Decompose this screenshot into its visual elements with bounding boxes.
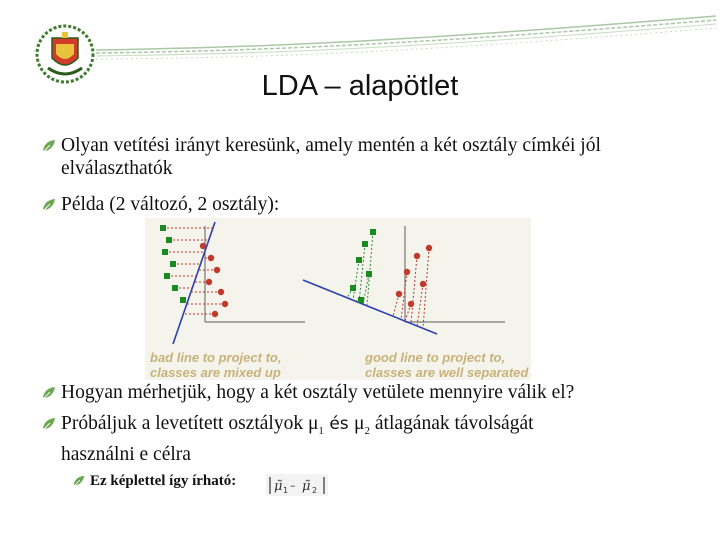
bullet-4-pre: Próbáljuk a levetített osztályok (61, 413, 308, 434)
bullet-2 (61, 193, 701, 216)
lda-projection-figure (145, 218, 531, 380)
class-1-point (172, 285, 178, 291)
class-2-point (218, 289, 224, 295)
class-1-point (162, 249, 168, 255)
leaf-bullet-icon (41, 416, 57, 432)
class-1-point (356, 257, 362, 263)
leaf-bullet-icon (41, 138, 57, 154)
es-conjunction: és (323, 414, 355, 434)
formula-distance (266, 474, 328, 496)
bullet-4-line-1 (61, 412, 711, 443)
formula-mu-2: μ̃ (302, 479, 311, 494)
class-2-point (200, 243, 206, 249)
class-1-point (170, 261, 176, 267)
class-1-point (180, 297, 186, 303)
left-caption-line-2: classes are mixed up (150, 365, 281, 380)
class-1-point (350, 285, 356, 291)
class-1-point (160, 225, 166, 231)
mu-1-subscript: 1 (318, 424, 324, 437)
sub-bullet (90, 472, 236, 490)
header-decoration (96, 10, 716, 70)
bullet-1-line-2: elválaszthatók (61, 158, 173, 179)
bullet-4-post: átlagának távolságát (370, 413, 534, 434)
mu-2-subscript: 2 (364, 424, 371, 437)
class-1-point (370, 229, 376, 235)
class-1-point (358, 297, 364, 303)
formula-mu-1: μ̃ (274, 479, 283, 494)
right-panel (303, 226, 529, 380)
bullet-4 (61, 412, 711, 466)
leaf-bullet-icon (72, 474, 86, 488)
class-1-point (164, 273, 170, 279)
leaf-bullet-icon (41, 197, 57, 213)
class-1-point (366, 271, 372, 277)
bullet-1-line-1: Olyan vetítési irányt keresünk, amely mentén a két osztály címkéi jól (61, 135, 601, 156)
class-2-point (426, 245, 432, 251)
class-2-point (222, 301, 228, 307)
class-2-point (208, 255, 214, 261)
class-2-point (408, 301, 414, 307)
right-caption-line-2: classes are well separated (365, 365, 529, 380)
class-1-point (362, 241, 368, 247)
class-2-point (404, 269, 410, 275)
class-2-point (396, 291, 402, 297)
left-panel (150, 222, 305, 380)
bullet-3-text: Hogyan mérhetjük, hogy a két osztály vetülete mennyire válik el? (61, 382, 575, 403)
class-2-point (206, 279, 212, 285)
bullet-3 (61, 381, 711, 404)
bullet-2-text: Példa (2 változó, 2 osztály): (61, 194, 280, 215)
class-2-point (420, 281, 426, 287)
formula-sub-2: 2 (312, 486, 318, 495)
class-2-point (214, 267, 220, 273)
leaf-bullet-icon (41, 385, 57, 401)
left-caption-line-1: bad line to project to, (150, 350, 282, 365)
slide-title: LDA – alapötlet (261, 70, 459, 102)
mu-1-symbol: μ (307, 413, 319, 434)
class-1-point (166, 237, 172, 243)
mu-2-symbol: μ (354, 413, 365, 434)
bullet-1 (61, 134, 701, 180)
class-2-point (212, 311, 218, 317)
formula-minus: – (290, 479, 296, 492)
sub-bullet-text: Ez képlettel így írható: (90, 473, 237, 489)
bullet-4-line-2: használni e célra (61, 443, 191, 465)
right-projection-line (303, 280, 437, 334)
class-2-point (414, 253, 420, 259)
right-caption-line-1: good line to project to, (365, 350, 506, 365)
formula-sub-1: 1 (283, 486, 289, 495)
